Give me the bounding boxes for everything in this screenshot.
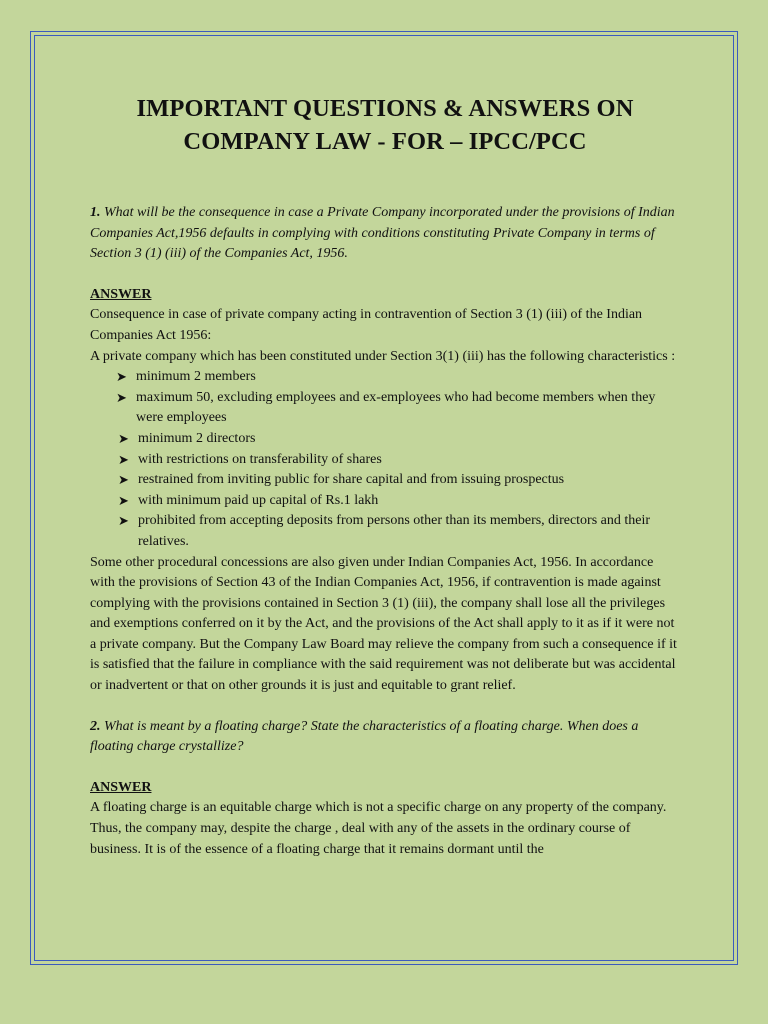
question-1-number: 1. <box>90 205 101 220</box>
arrowhead-bullet-icon: ➤ <box>118 451 129 467</box>
answer-1-label: ANSWER <box>90 286 152 302</box>
arrowhead-bullet-icon: ➤ <box>116 369 127 385</box>
document-title <box>90 92 680 158</box>
list-item: ➤ restrained from inviting public for share capital and from issuing prospectus <box>90 470 680 491</box>
question-1-text: What will be the consequence in case a Private Company incorporated under the provisions of Indian Companies Act,1956 defaults in complying with conditions constituting Private Company in terms of Section 3 (1) (iii) of the Companies Act, 1956. <box>90 205 675 262</box>
question-2 <box>90 717 680 758</box>
list-item: ➤ minimum 2 directors <box>90 429 680 450</box>
answer-1-intro-2: A private company which has been constituted under Section 3(1) (iii) has the following characteristics : <box>90 348 676 364</box>
arrowhead-bullet-icon: ➤ <box>118 430 129 446</box>
list-item: ➤ with minimum paid up capital of Rs.1 lakh <box>90 491 680 512</box>
answer-2-label: ANSWER <box>90 779 152 795</box>
arrowhead-bullet-icon: ➤ <box>118 472 129 488</box>
document-body <box>90 92 680 860</box>
answer-1-intro-1: Consequence in case of private company acting in contravention of Section 3 (1) (iii) of the Indian Companies Act 1956: <box>90 307 643 343</box>
answer-1-closing: Some other procedural concessions are also given under Indian Companies Act, 1956. In accordance with the provisions of Section 43 of the Indian Companies Act, 1956, if contravention is made against complying with the provisions contained in Section 3 (1) (iii), the company shall lose all the privileges and exemptions conferred on it by the Act, and the provisions of the Act shall apply to it as if it were not a private company. But the Company Law Board may relieve the company from such a consequence if it is satisfied that the failure in compliance with the said requirement was not deliberate but was accidental or inadvertent or that on other grounds it is just and equitable to grant relief. <box>90 554 677 694</box>
question-2-number: 2. <box>90 718 101 734</box>
arrowhead-bullet-icon: ➤ <box>116 389 127 405</box>
characteristics-list <box>90 367 680 552</box>
answer-2-text: A floating charge is an equitable charge which is not a specific charge on any property of the company. Thus, the company may, despite the charge , deal with any of the assets in the ordinary course of business. It is of the essence of a floating charge that it remains dormant until the <box>90 800 667 857</box>
list-item: ➤ prohibited from accepting deposits from persons other than its members, directors and their relatives. <box>118 513 651 549</box>
list-item: ➤ minimum 2 members <box>90 367 680 388</box>
title-line-1: IMPORTANT QUESTIONS & ANSWERS ON <box>136 95 634 122</box>
question-1 <box>90 203 680 265</box>
arrowhead-bullet-icon: ➤ <box>118 513 129 529</box>
list-item: ➤ maximum 50, excluding employees and ex-employees who had become members when they were employees <box>116 389 656 426</box>
title-line-2: COMPANY LAW - FOR – IPCC/PCC <box>183 128 587 155</box>
question-2-text: What is meant by a floating charge? State the characteristics of a floating charge. When does a floating charge crystallize? <box>90 718 639 755</box>
list-item: ➤ with restrictions on transferability of shares <box>90 450 680 471</box>
arrowhead-bullet-icon: ➤ <box>118 492 129 508</box>
